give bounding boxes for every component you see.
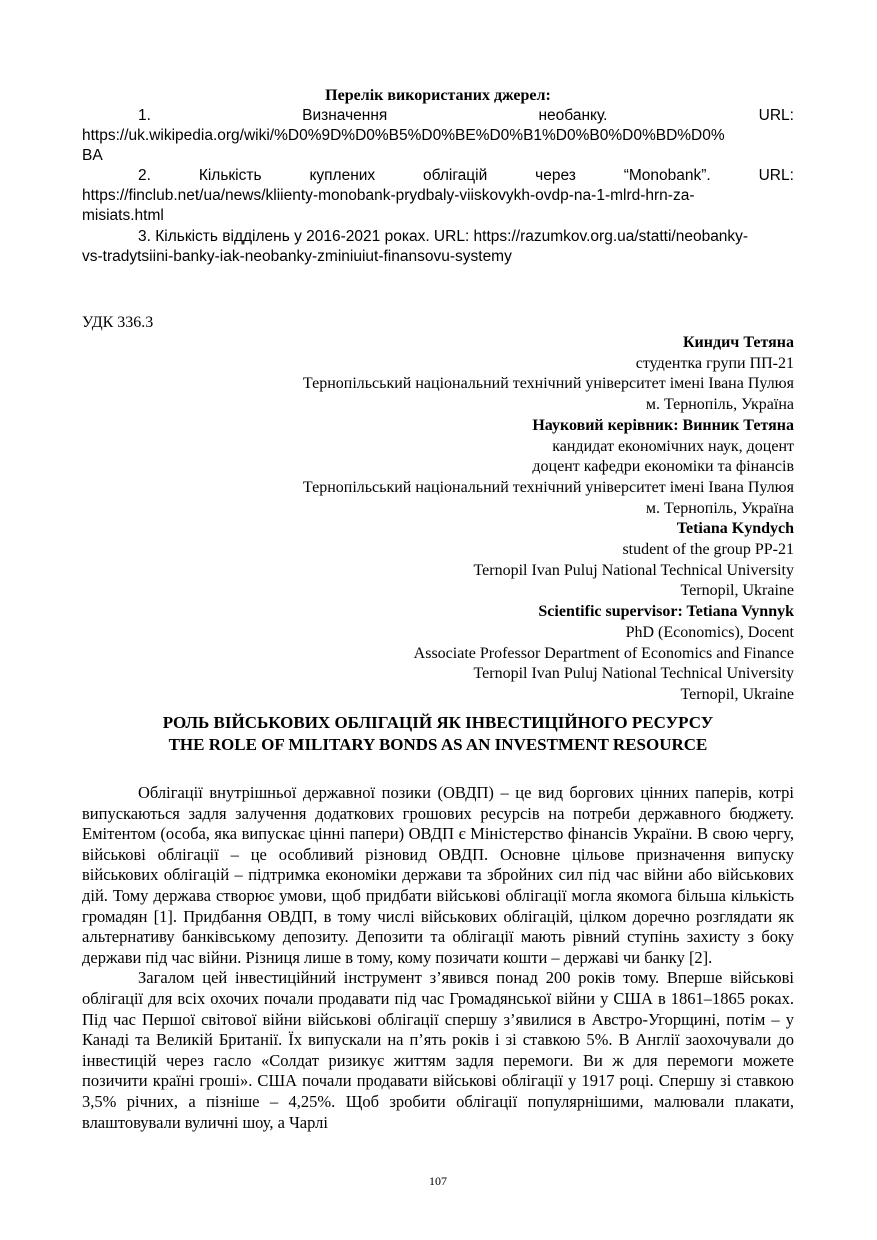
reference-word: 1. xyxy=(138,107,151,124)
author-affiliation-line: Ternopil Ivan Puluj National Technical University xyxy=(473,665,794,683)
reference-item xyxy=(82,227,794,267)
author-name-line: Scientific supervisor: Tetiana Vynnyk xyxy=(538,603,794,621)
reference-url-cont[interactable]: vs-tradytsiini-banky-iak-neobanky-zminiuiut-finansovu-systemy xyxy=(82,248,512,265)
title-ukrainian: РОЛЬ ВІЙСЬКОВИХ ОБЛІГАЦІЙ ЯК ІНВЕСТИЦІЙНОГО РЕСУРСУ xyxy=(162,713,714,732)
author-name-line: Киндич Тетяна xyxy=(682,334,794,351)
author-affiliation-line: м. Тернопіль, Україна xyxy=(645,499,794,517)
reference-item xyxy=(82,166,794,226)
reference-word: Кількість xyxy=(198,167,262,184)
author-affiliation-line: Ternopil, Ukraine xyxy=(680,582,794,600)
reference-url[interactable]: https://uk.wikipedia.org/wiki/%D0%9D%D0%B5%D0%BE%D0%B1%D0%B0%D0%BD%D0% xyxy=(82,127,725,144)
reference-word: облігацій xyxy=(423,167,488,184)
author-block xyxy=(82,333,794,706)
author-name-line: Науковий керівник: Винник Тетяна xyxy=(532,416,794,434)
reference-line xyxy=(82,106,794,126)
paragraph: Загалом цей інвестиційний інструмент з’явився понад 200 років тому. Вперше військові облігації для всіх охочих почали продавати під час Громадянської війни у США в 1861–1865 роках. Під час Першої світової війни військові облігації спершу з’явилися в Австро-Угорщині, потім – у Канаді та Великій Британії. Їх випускали на п’ять років і зі ставкою 5%. В Англії заохочували до інвестицій через гасло «Солдат ризикує життям задля перемоги. Ви ж для перемоги можете позичити країні гроші». США почали продавати військові облігації у 1917 році. Спершу зі ставкою 3,5% річних, а пізніше – 4,25%. Щоб зробити облігації популярнішими, малювали плакати, влаштовували вуличні шоу, а Чарлі xyxy=(82,968,794,1132)
author-affiliation-line: PhD (Economics), Docent xyxy=(625,623,794,641)
author-affiliation-line: студентка групи ПП-21 xyxy=(635,354,794,372)
author-affiliation-line: Тернопільський національний технічний університет імені Івана Пулюя xyxy=(302,375,794,393)
reference-word: через xyxy=(535,167,576,184)
reference-word: “Monobank”. xyxy=(623,167,711,184)
reference-word: Визначення xyxy=(302,107,388,124)
reference-word: URL: xyxy=(758,167,794,184)
reference-word: 2. xyxy=(138,167,151,184)
udk-code: УДК 336.3 xyxy=(82,314,154,331)
title-english: THE ROLE OF MILITARY BONDS AS AN INVESTMENT RESOURCE xyxy=(168,735,708,754)
article-body xyxy=(82,783,794,1133)
author-affiliation-line: доцент кафедри економіки та фінансів xyxy=(532,458,794,476)
author-affiliation-line: Тернопільський національний технічний університет імені Івана Пулюя xyxy=(302,478,794,496)
reference-url-cont[interactable]: misiats.html xyxy=(82,207,164,224)
reference-url-cont[interactable]: BA xyxy=(82,147,103,164)
author-name-line: Tetiana Kyndych xyxy=(676,520,794,538)
author-affiliation-line: student of the group PP-21 xyxy=(622,541,794,559)
author-affiliation-line: Associate Professor Department of Economics and Finance xyxy=(413,644,794,662)
paragraph: Облігації внутрішньої державної позики (ОВДП) – це вид боргових цінних паперів, котрі випускаються задля залучення додаткових грошових ресурсів на потреби державного бюджету. Емітентом (особа, яка випускає цінні папери) ОВДП є Міністерство фінансів України. В свою чергу, військові облігації – це особливий різновид ОВДП. Основне цільове призначення випуску військових облігацій – підтримка економіки держави та збройних сил під час війни або військових дій. Тому держава створює умови, щоб придбати військові облігації могла якомога більша кількість громадян [1]. Придбання ОВДП, в тому числі військових облігацій, цілком доречно розглядати як альтернативу банківському депозиту. Депозити та облігації мають рівний ступінь захисту з боку держави під час війни. Різниця лише в тому, кому позичати кошти – державі чи банку [2]. xyxy=(82,783,794,967)
reference-line: 3. Кількість відділень у 2016-2021 роках. URL: https://razumkov.org.ua/statti/neobanky- xyxy=(138,228,749,245)
reference-word: куплених xyxy=(309,167,376,184)
reference-item xyxy=(82,106,794,166)
author-affiliation-line: м. Тернопіль, Україна xyxy=(645,396,794,414)
author-affiliation-line: кандидат економічних наук, доцент xyxy=(552,437,794,455)
page-number: 107 xyxy=(429,1174,447,1188)
author-affiliation-line: Ternopil, Ukraine xyxy=(680,685,794,703)
references-title: Перелік використаних джерел: xyxy=(325,87,551,104)
reference-line xyxy=(82,166,794,186)
reference-url[interactable]: https://finclub.net/ua/news/kliienty-monobank-prydbaly-viiskovykh-ovdp-na-1-mlrd-hrn-za- xyxy=(82,187,695,204)
reference-word: URL: xyxy=(758,107,794,124)
reference-word: необанку. xyxy=(538,107,608,124)
article-titles xyxy=(82,712,794,756)
author-affiliation-line: Ternopil Ivan Puluj National Technical University xyxy=(473,561,794,579)
